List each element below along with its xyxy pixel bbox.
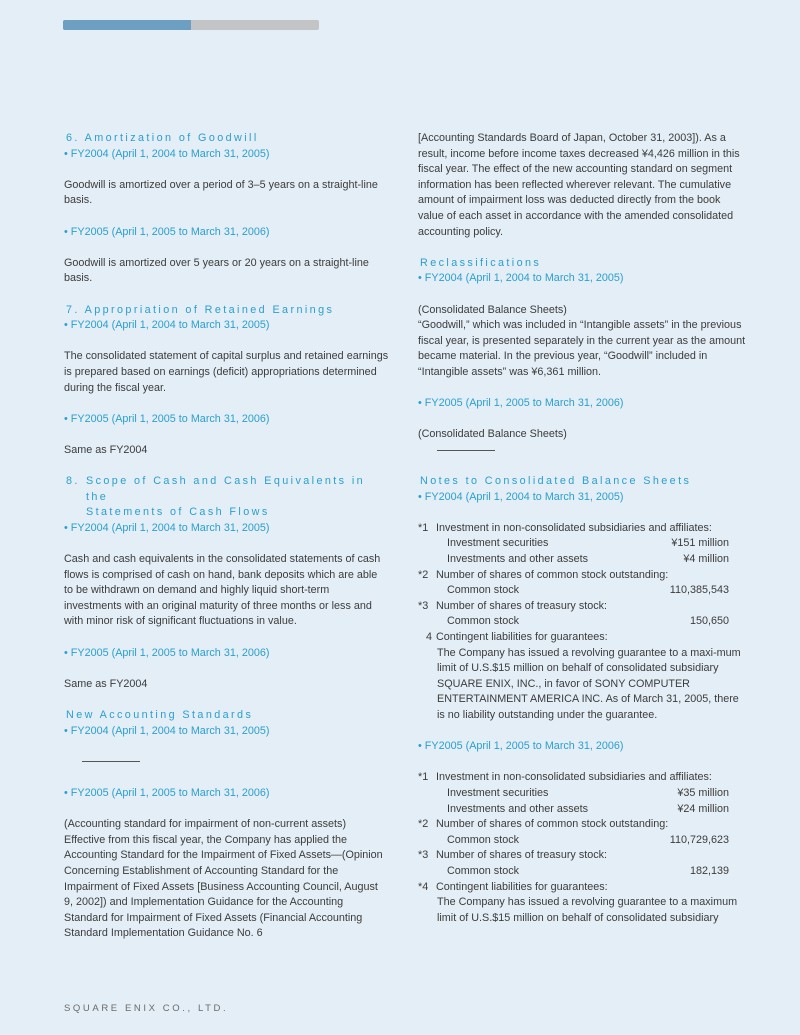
recl-fy2005-dash <box>437 450 495 451</box>
company-footer: SQUARE ENIX CO., LTD. <box>64 1003 229 1014</box>
page-progress-bar <box>63 20 319 30</box>
note-body: The Company has issued a revolving guarantee to a maxi-mum limit of U.S.$15 million on behalf of consolidated subsidiary SQUARE ENIX, INC., in favor of SONY COMPUTER ENTERTAINMENT AMERICA INC. As of March 31, 2005, there is no liability outstanding under the guarantee. <box>437 646 741 721</box>
section-8-number: 8. <box>66 475 80 488</box>
value-row: Common stock 110,729,623 <box>447 833 729 846</box>
value-row: Investments and other assets ¥4 million <box>447 553 729 566</box>
page-progress-fill <box>63 20 191 30</box>
note-item: *3 Number of shares of treasury stock: <box>418 599 748 615</box>
nas-continued-text: [Accounting Standards Board of Japan, October 31, 2003]). As a result, income before income taxes decreased ¥4,426 million in this fiscal year. The effect of the new accounting standard on segment information has been reflected wherever relevant. The cumulative amount of impairment loss was deducted directly from the book value of each asset in accordance with the amended consolidated accounting policy. <box>418 132 740 238</box>
notes-fy2004-heading: • FY2004 (April 1, 2004 to March 31, 2005) <box>418 490 624 503</box>
note-marker: *4 <box>418 880 429 893</box>
s6-fy2005-text: Goodwill is amortized over 5 years or 20 years on a straight-line basis. <box>64 256 369 285</box>
s6-fy2004-heading: • FY2004 (April 1, 2004 to March 31, 2005) <box>64 147 270 160</box>
note-item: *4 Contingent liabilities for guarantees: <box>418 880 748 896</box>
s8-fy2004-text: Cash and cash equivalents in the consolidated statements of cash flows is comprised of cash on hand, bank deposits which are able to be withdrawn on demand and highly liquid short-term investments with an original maturity of three months or less and with minor risk of significant fluctuations in value. <box>64 553 381 628</box>
section-8-heading <box>64 474 389 521</box>
note-marker: *1 <box>418 521 429 534</box>
section-8-title-line2: Statements of Cash Flows <box>86 506 270 519</box>
recl-fy2004-text: “Goodwill,” which was included in “Intangible assets” in the previous fiscal year, is presented separately in the current year as the amount became material. In the previous year, “Goodwill” included in “Intangible assets” was ¥6,361 million. <box>418 319 746 378</box>
nas-fy2004-dash <box>82 761 140 762</box>
note-item: *2 Number of shares of common stock outstanding: <box>418 568 748 584</box>
notes-fy2005-list <box>418 770 748 926</box>
s8-fy2005-text: Same as FY2004 <box>64 677 148 690</box>
nas-fy2005-text: (Accounting standard for impairment of non-current assets) Effective from this fiscal year, the Company has applied the Accounting Standard for the Impairment of Fixed Assets—(Opinion Concerning Establishment of Accounting Standard for the Impairment of Fixed Assets [Business Accounting Council, August 9, 2002]) and Implementation Guidance for the Accounting Standard for Impairment of Fixed Assets (Financial Accounting Standard Implementation Guidance No. 6 <box>64 818 383 940</box>
reclassifications-heading: Reclassifications <box>420 256 542 269</box>
recl-fy2005-heading: • FY2005 (April 1, 2005 to March 31, 2006) <box>418 397 624 410</box>
s7-fy2005-heading: • FY2005 (April 1, 2005 to March 31, 2006) <box>64 412 270 425</box>
recl-fy2005-subhead: (Consolidated Balance Sheets) <box>418 428 567 441</box>
section-8-title-line1: Scope of Cash and Cash Equivalents in the <box>86 475 366 503</box>
recl-fy2004-heading: • FY2004 (April 1, 2004 to March 31, 2005) <box>418 272 624 285</box>
value-row: Common stock 182,139 <box>447 864 729 877</box>
value-row: Common stock 110,385,543 <box>447 584 729 597</box>
nas-fy2005-heading: • FY2005 (April 1, 2005 to March 31, 2006) <box>64 786 270 799</box>
value-row: Investments and other assets ¥24 million <box>447 802 729 815</box>
note-item: *1 Investment in non-consolidated subsidiaries and affiliates: <box>418 521 748 537</box>
left-column <box>64 131 389 942</box>
note-item: *3 Number of shares of treasury stock: <box>418 848 748 864</box>
s6-fy2005-heading: • FY2005 (April 1, 2005 to March 31, 2006) <box>64 225 270 238</box>
nas-fy2004-heading: • FY2004 (April 1, 2004 to March 31, 2005) <box>64 724 270 737</box>
recl-fy2004-subhead: (Consolidated Balance Sheets) <box>418 303 567 316</box>
value-row: Investment securities ¥151 million <box>447 537 729 550</box>
section-6-heading: 6. Amortization of Goodwill <box>66 132 259 144</box>
new-accounting-standards-heading: New Accounting Standards <box>66 708 254 721</box>
note-item: *2 Number of shares of common stock outstanding: <box>418 817 748 833</box>
note-marker: *2 <box>418 818 429 831</box>
note-marker: *1 <box>418 771 429 784</box>
notes-heading: Notes to Consolidated Balance Sheets <box>420 475 692 488</box>
note-marker: 4 <box>425 631 432 643</box>
section-7-heading: 7. Appropriation of Retained Earnings <box>66 303 335 316</box>
value-row: Investment securities ¥35 million <box>447 786 729 799</box>
s7-fy2004-heading: • FY2004 (April 1, 2004 to March 31, 2005) <box>64 319 270 332</box>
notes-fy2005-heading: • FY2005 (April 1, 2005 to March 31, 2006) <box>418 740 624 753</box>
note-body: The Company has issued a revolving guarantee to a maximum limit of U.S.$15 million on behalf of consolidated subsidiary <box>437 896 738 924</box>
note-marker: *3 <box>418 599 429 612</box>
note-item: 4 Contingent liabilities for guarantees: <box>418 630 748 646</box>
s7-fy2005-text: Same as FY2004 <box>64 443 148 456</box>
note-marker: *2 <box>418 568 429 581</box>
s7-fy2004-text: The consolidated statement of capital surplus and retained earnings is prepared based on earnings (deficit) appropriations determined during the fiscal year. <box>64 350 389 394</box>
s6-fy2004-text: Goodwill is amortized over a period of 3–5 years on a straight-line basis. <box>64 178 378 207</box>
s8-fy2005-heading: • FY2005 (April 1, 2005 to March 31, 2006) <box>64 646 270 659</box>
right-column <box>418 131 748 926</box>
note-item: *1 Investment in non-consolidated subsidiaries and affiliates: <box>418 770 748 786</box>
s8-fy2004-heading: • FY2004 (April 1, 2004 to March 31, 2005) <box>64 521 270 534</box>
note-marker: *3 <box>418 849 429 862</box>
notes-fy2004-list <box>418 521 748 724</box>
value-row: Common stock 150,650 <box>447 615 729 628</box>
